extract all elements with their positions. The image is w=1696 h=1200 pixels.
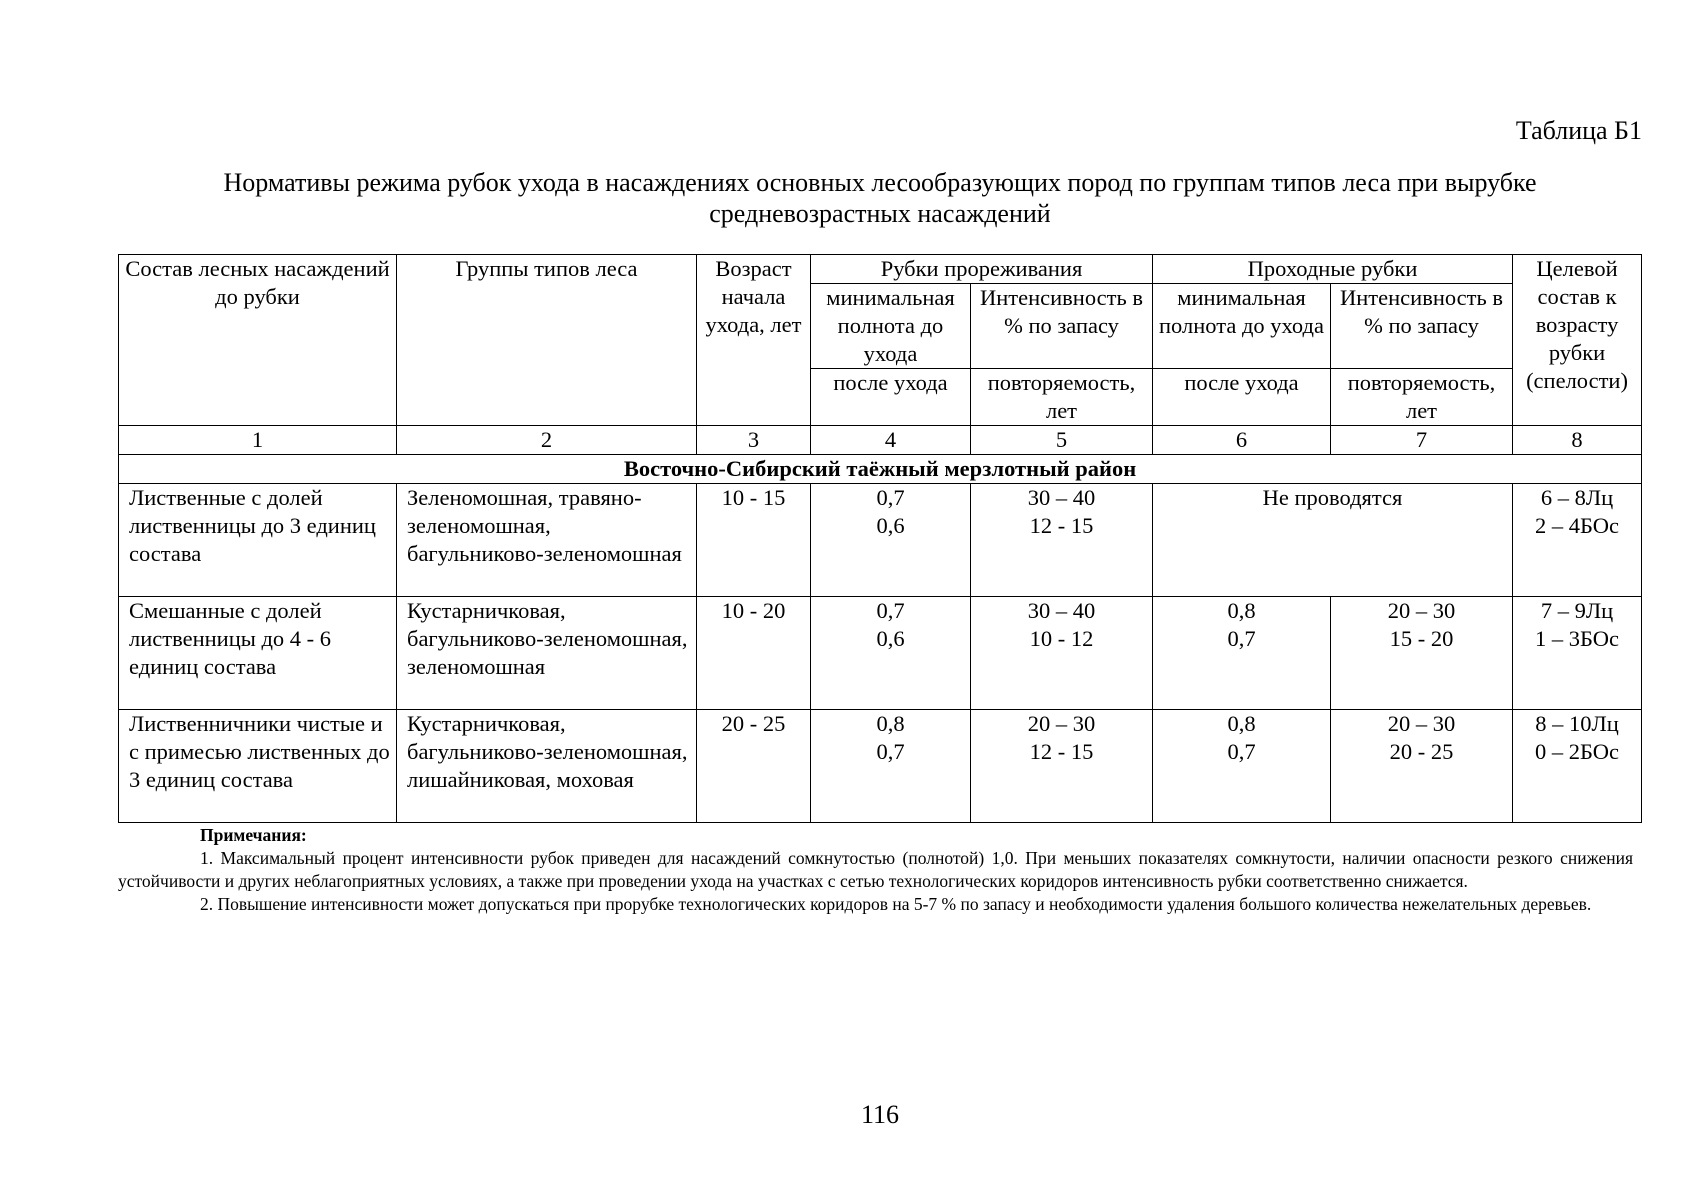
pass-repeat: 15 - 20 bbox=[1389, 626, 1454, 651]
thin-intensity-cell bbox=[971, 597, 1153, 710]
forest-types-cell: Зеленомошная, травяно-зеленомошная, багульниково-зеленомошная bbox=[397, 484, 697, 597]
start-age-cell: 10 - 20 bbox=[697, 597, 811, 710]
header-thinning: Рубки прореживания bbox=[811, 255, 1153, 284]
pass-min-density: 0,8 bbox=[1227, 598, 1256, 623]
thin-after-density: 0,7 bbox=[876, 739, 905, 764]
table-row bbox=[119, 484, 1642, 597]
thin-density-cell bbox=[811, 597, 971, 710]
column-number: 7 bbox=[1331, 426, 1513, 455]
thin-min-density: 0,7 bbox=[876, 485, 905, 510]
target-composition-cell bbox=[1513, 484, 1642, 597]
thin-density-cell bbox=[811, 484, 971, 597]
forest-types-cell: Кустарничковая, багульниково-зеленомошная, лишайниковая, моховая bbox=[397, 710, 697, 823]
target-larch: 7 – 9Лц bbox=[1540, 598, 1614, 623]
start-age-cell: 20 - 25 bbox=[697, 710, 811, 823]
target-composition-cell bbox=[1513, 597, 1642, 710]
column-number: 5 bbox=[971, 426, 1153, 455]
target-larch: 8 – 10Лц bbox=[1535, 711, 1619, 736]
notes-title: Примечания: bbox=[200, 825, 307, 845]
forest-types-cell: Кустарничковая, багульниково-зеленомошная, зеленомошная bbox=[397, 597, 697, 710]
passage-note-cell: Не проводятся bbox=[1153, 484, 1513, 597]
thin-intensity: 30 – 40 bbox=[1027, 485, 1096, 510]
thin-repeat: 10 - 12 bbox=[1029, 626, 1094, 651]
target-composition-cell bbox=[1513, 710, 1642, 823]
thin-repeat: 12 - 15 bbox=[1029, 513, 1094, 538]
header-thin-after: после ухода bbox=[811, 369, 971, 426]
target-larch: 6 – 8Лц bbox=[1540, 485, 1614, 510]
pass-intensity-cell bbox=[1331, 597, 1513, 710]
column-number: 8 bbox=[1513, 426, 1642, 455]
pass-min-density: 0,8 bbox=[1227, 711, 1256, 736]
pass-after-density: 0,7 bbox=[1227, 739, 1256, 764]
note-item: 2. Повышение интенсивности может допускаться при прорубке технологических коридоров на 5-7 % по запасу и необходимости удаления большого количества нежелательных деревьев. bbox=[200, 894, 1592, 914]
composition-cell: Смешанные с долей лиственницы до 4 - 6 единиц состава bbox=[119, 597, 397, 710]
column-number: 2 bbox=[397, 426, 697, 455]
column-number: 4 bbox=[811, 426, 971, 455]
column-number: 6 bbox=[1153, 426, 1331, 455]
target-deciduous: 0 – 2БОс bbox=[1535, 739, 1620, 764]
header-thin-intensity: Интенсивность в % по запасу bbox=[971, 284, 1153, 369]
header-thin-repeat: повторяемость, лет bbox=[971, 369, 1153, 426]
header-pass-repeat: повторяемость, лет bbox=[1331, 369, 1513, 426]
thin-min-density: 0,8 bbox=[876, 711, 905, 736]
table-row bbox=[119, 710, 1642, 823]
header-composition: Состав лесных насаждений до рубки bbox=[119, 255, 397, 426]
pass-repeat: 20 - 25 bbox=[1389, 739, 1454, 764]
column-number: 1 bbox=[119, 426, 397, 455]
pass-density-cell bbox=[1153, 710, 1331, 823]
page-title: Нормативы режима рубок ухода в насаждениях основных лесообразующих пород по группам типов леса при вырубке средневозрастных насаждений bbox=[223, 168, 1537, 228]
note-item: 1. Максимальный процент интенсивности рубок приведен для насаждений сомкнутостью (полнотой) 1,0. При меньших показателях сомкнутости, наличии опасности резкого снижения устойчивости и других неблагоприятных условиях, а также при проведении ухода на участках с сетью технологических коридоров интенсивность рубки соответственно снижается. bbox=[118, 848, 1633, 891]
target-deciduous: 2 – 4БОс bbox=[1535, 513, 1620, 538]
composition-cell: Лиственные с долей лиственницы до 3 единиц состава bbox=[119, 484, 397, 597]
pass-intensity: 20 – 30 bbox=[1387, 711, 1456, 736]
pass-intensity: 20 – 30 bbox=[1387, 598, 1456, 623]
thin-after-density: 0,6 bbox=[876, 513, 905, 538]
pass-density-cell bbox=[1153, 597, 1331, 710]
thin-intensity-cell bbox=[971, 710, 1153, 823]
header-forest-types: Группы типов леса bbox=[397, 255, 697, 426]
table-row bbox=[119, 597, 1642, 710]
norms-table bbox=[118, 254, 1642, 823]
column-number-row bbox=[119, 426, 1642, 455]
header-passage: Проходные рубки bbox=[1153, 255, 1513, 284]
column-number: 3 bbox=[697, 426, 811, 455]
table-label: Таблица Б1 bbox=[1515, 116, 1642, 145]
region-row bbox=[119, 455, 1642, 484]
thin-intensity-cell bbox=[971, 484, 1153, 597]
notes-section bbox=[118, 824, 1633, 916]
thin-density-cell bbox=[811, 710, 971, 823]
header-row-1 bbox=[119, 255, 1642, 284]
header-pass-after: после ухода bbox=[1153, 369, 1331, 426]
thin-intensity: 30 – 40 bbox=[1027, 598, 1096, 623]
region-title: Восточно-Сибирский таёжный мерзлотный район bbox=[119, 455, 1642, 484]
header-pass-min-density: минимальная полнота до ухода bbox=[1153, 284, 1331, 369]
pass-intensity-cell bbox=[1331, 710, 1513, 823]
header-target-composition: Целевой состав к возрасту рубки (спелости) bbox=[1513, 255, 1642, 426]
page-number: 116 bbox=[860, 1100, 900, 1129]
pass-after-density: 0,7 bbox=[1227, 626, 1256, 651]
header-thin-min-density: минимальная полнота до ухода bbox=[811, 284, 971, 369]
composition-cell: Лиственничники чистые и с примесью лиственных до 3 единиц состава bbox=[119, 710, 397, 823]
header-start-age: Возраст начала ухода, лет bbox=[697, 255, 811, 426]
thin-min-density: 0,7 bbox=[876, 598, 905, 623]
start-age-cell: 10 - 15 bbox=[697, 484, 811, 597]
thin-repeat: 12 - 15 bbox=[1029, 739, 1094, 764]
thin-after-density: 0,6 bbox=[876, 626, 905, 651]
target-deciduous: 1 – 3БОс bbox=[1535, 626, 1620, 651]
thin-intensity: 20 – 30 bbox=[1027, 711, 1096, 736]
header-pass-intensity: Интенсивность в % по запасу bbox=[1331, 284, 1513, 369]
